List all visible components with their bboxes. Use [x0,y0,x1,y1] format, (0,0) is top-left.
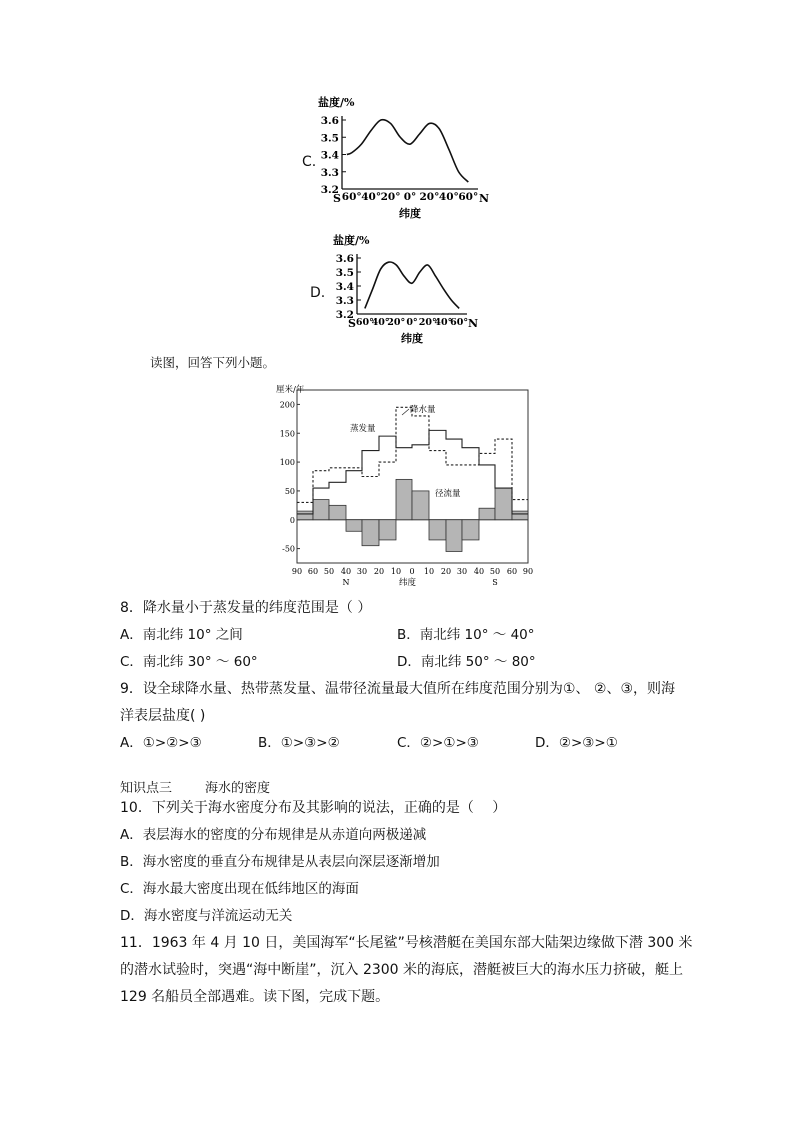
salinity-chart-d [325,232,485,350]
x-tick-label: 10 [423,567,435,576]
x-right-hemisphere-label: N [478,192,490,205]
q9-option-a[interactable]: A．①>②>③ [120,735,202,751]
q9-option-c[interactable]: C．②>①>③ [397,735,479,751]
x-left-hemisphere-label: S [348,317,356,330]
x-tick-label: 40 [340,567,352,576]
runoff-bar [329,505,346,519]
water-budget-chart [275,380,540,592]
y-tick-label: 3.5 [335,267,354,279]
runoff-bar [412,491,429,520]
y-tick-label: 3.4 [335,281,354,293]
option-d-label: D. [310,285,326,301]
y-axis-label: 盐度/% [318,96,355,109]
q10-option-d[interactable]: D．海水密度与洋流运动无关 [120,908,293,924]
x-tick-label: 0° [403,191,417,203]
y-tick-label: 3.6 [335,253,354,265]
x-left-hemisphere-label: S [333,192,341,205]
q11-line3: 129 名船员全部遇难。读下图，完成下题。 [120,989,390,1005]
x-right-hemisphere-label: S [492,578,498,587]
y-tick-label: -50 [282,544,295,554]
salinity-curve [365,262,459,308]
runoff-bar [495,488,512,520]
y-tick-label: 100 [279,458,295,468]
runoff-label: 径流量 [435,489,461,499]
x-tick-label: 20° [419,191,440,203]
x-axis-label: 纬度 [399,207,421,220]
q10-option-c[interactable]: C．海水最大密度出现在低纬地区的海面 [120,881,359,897]
x-axis-label: 纬度 [398,578,417,588]
q11-line2: 的潜水试验时，突遇“海中断崖”，沉入 2300 米的海底，潜艇被巨大的海水压力挤破，艇上 [120,962,684,978]
x-tick-label: 50 [489,567,501,576]
y-tick-label: 3.4 [320,149,339,162]
x-tick-label: 60 [307,567,319,576]
precipitation-leader [402,409,409,415]
x-tick-label: 40° [438,191,459,203]
x-tick-label: 30 [456,567,468,576]
runoff-bar [512,511,528,520]
runoff-bar [446,520,462,552]
y-tick-label: 3.3 [335,295,354,307]
q9-stem-line1: 9．设全球降水量、热带蒸发量、温带径流量最大值所在纬度范围分别为①、 ②、③，则海 [120,681,676,697]
evaporation-label: 蒸发量 [350,424,376,434]
runoff-bar [479,508,495,520]
y-tick-label: 3.6 [320,115,339,127]
runoff-bar [297,511,313,520]
y-tick-label: 3.3 [320,166,339,179]
x-tick-label: 20 [440,567,452,576]
x-tick-label: 10 [390,567,402,576]
x-tick-label: 40° [434,317,453,328]
section-title: 海水的密度 [205,781,271,796]
x-tick-label: 30 [356,567,368,576]
x-tick-label: 20 [373,567,385,576]
q8-option-a[interactable]: A．南北纬 10° 之间 [120,627,243,643]
x-tick-label: 60° [458,191,479,203]
y-axis-label: 盐度/% [333,234,370,247]
q9-stem-line2: 洋表层盐度( ) [120,708,206,724]
q10-stem: 10．下列关于海水密度分布及其影响的说法，正确的是（ ） [120,800,507,816]
runoff-bar [313,500,329,520]
q8-option-d[interactable]: D．南北纬 50° ～ 80° [397,654,536,670]
x-tick-label: 90 [522,567,534,576]
q8-stem: 8．降水量小于蒸发量的纬度范围是（ ） [120,600,372,616]
option-c-label: C. [302,154,317,170]
x-tick-label: 20° [387,317,406,328]
x-tick-label: 60° [355,317,374,328]
q11-line1: 11．1963 年 4 月 10 日，美国海军“长尾鲨”号核潜艇在美国东部大陆架边缘做下潜 300 米 [120,935,693,951]
q8-option-c[interactable]: C．南北纬 30° ～ 60° [120,654,258,670]
runoff-bar [346,520,362,532]
q9-option-d[interactable]: D．②>③>① [535,735,618,751]
x-tick-label: 40 [473,567,485,576]
x-tick-label: 60 [506,567,518,576]
x-right-hemisphere-label: N [467,317,479,330]
salinity-chart-c [318,95,493,230]
x-tick-label: 90 [291,567,303,576]
intro-text: 读图，回答下列小题。 [150,355,276,370]
y-tick-label: 200 [279,400,295,410]
y-tick-label: 150 [279,429,295,439]
x-tick-label: 40° [361,191,382,203]
x-tick-label: 20° [418,317,437,328]
y-axis-label: 厘米/年 [276,385,305,395]
q8-option-b[interactable]: B．南北纬 10° ～ 40° [397,627,535,643]
precipitation-label: 降水量 [410,405,436,415]
x-tick-label: 40° [371,317,390,328]
salinity-curve [347,120,468,182]
x-tick-label: 50 [323,567,335,576]
runoff-bar [429,520,446,540]
q10-option-a[interactable]: A．表层海水的密度的分布规律是从赤道向两极递减 [120,827,427,843]
runoff-bar [362,520,379,546]
y-tick-label: 3.5 [320,132,339,145]
runoff-bar [396,479,412,519]
y-tick-label: 3.2 [335,309,354,321]
x-tick-label: 60° [450,317,469,328]
x-tick-label: 0 [409,567,415,576]
y-tick-label: 50 [284,486,295,496]
x-left-hemisphere-label: N [342,578,350,587]
x-tick-label: 0° [406,317,418,328]
q10-option-b[interactable]: B．海水密度的垂直分布规律是从表层向深层逐渐增加 [120,854,440,870]
runoff-bar [379,520,396,540]
x-axis-label: 纬度 [401,332,423,345]
y-tick-label: 3.2 [320,184,339,196]
section-label: 知识点三 [120,781,173,796]
q9-option-b[interactable]: B．①>③>② [258,735,340,751]
y-tick-label: 0 [289,515,295,525]
runoff-bar [462,520,479,540]
precipitation-line [297,407,528,502]
x-tick-label: 20° [380,191,401,203]
x-tick-label: 60° [341,191,362,203]
plot-frame [297,390,528,563]
